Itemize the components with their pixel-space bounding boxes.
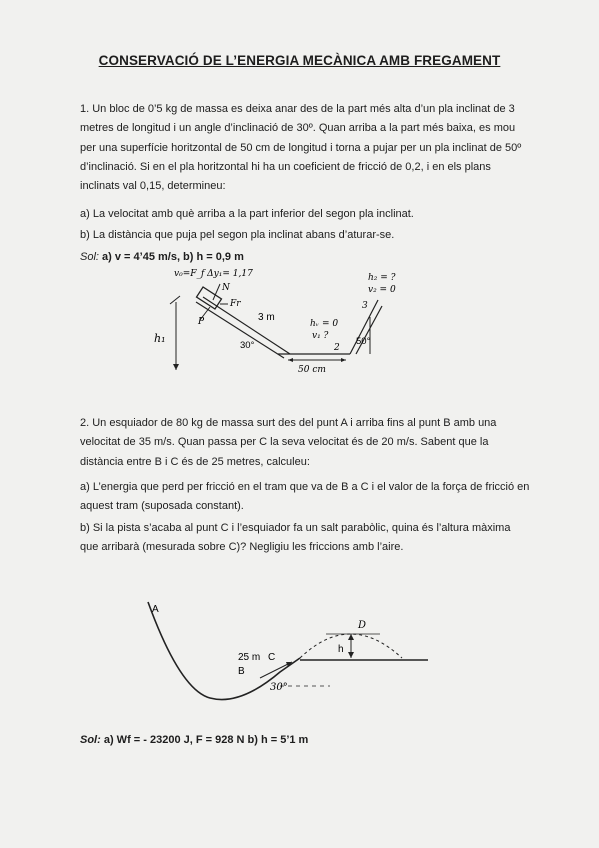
note-n: N: [222, 283, 230, 293]
height-label: h: [338, 644, 344, 655]
solution-value: a) Wf = - 23200 J, F = 928 N b) h = 5’1 m: [103, 734, 309, 746]
problem-2-diagram: [140, 590, 440, 710]
problem-2-statement: 2. Un esquiador de 80 kg de massa surt des del punt A i arriba fins al punt B amb una velocitat de 35 m/s. Quan passa per C la seva velocitat és de 20 m/s. Sabent que la distància entre B i C és de 25 metres, calculeu:: [80, 417, 497, 468]
mark-3: 3: [362, 301, 368, 311]
point-a-label: A: [152, 604, 159, 615]
page-title: CONSERVACIÓ DE L’ENERGIA MECÀNICA AMB FREGAMENT: [98, 53, 501, 68]
angle-50-label: 50°: [356, 336, 371, 347]
horizontal-length-label: 50 cm: [298, 365, 326, 375]
angle-label: 30°: [270, 682, 288, 693]
problem-1-diagram: [140, 262, 400, 382]
note-fr: Fr: [230, 299, 241, 309]
note-h2: h₂ = ?: [368, 273, 396, 283]
note-v: v₁ ?: [312, 331, 329, 341]
note-p: P: [198, 317, 205, 327]
angle-30-label: 30°: [240, 340, 255, 351]
mark-2: 2: [334, 343, 340, 353]
problem-2-question-a: a) L’energia que perd per fricció en el tram que va de B a C i el valor de la força de fricció en aquest tram (suposada constant).: [80, 481, 530, 513]
note-v2: v₂ = 0: [368, 285, 396, 295]
solution-label: Sol:: [80, 734, 101, 746]
solution-value: a) v = 4’45 m/s, b) h = 0,9 m: [102, 251, 244, 263]
h1-label: h₁: [154, 332, 166, 345]
distance-label: 25 m: [238, 652, 261, 663]
point-c-label: C: [268, 652, 276, 663]
problem-2-question-b: b) Si la pista s’acaba al punt C i l’esquiador fa un salt parabòlic, quina és l’altura màxima que arribarà (mesurada sobre C)? Negligiu les friccions amb l’aire.: [80, 522, 511, 554]
note-hv: hᵥ = 0: [310, 319, 339, 329]
point-b-label: B: [238, 666, 245, 677]
problem-1-question-b: b) La distància que puja pel segon pla inclinat abans d’aturar-se.: [80, 229, 395, 241]
point-d-label: D: [358, 620, 367, 631]
note-top: v₀=F_f Δy₁= 1,17: [174, 269, 253, 279]
length-label: 3 m: [258, 312, 275, 323]
problem-2-solution: [80, 734, 308, 746]
problem-1-question-a: a) La velocitat amb què arriba a la part inferior del segon pla inclinat.: [80, 208, 414, 220]
problem-1-statement: 1. Un bloc de 0’5 kg de massa es deixa anar des de la part més alta d’un pla inclinat de 3 metres de longitud i un angle d’inclinació de 30º. Quan arriba a la part més baixa, es mou per una superfície horitzontal de 50 cm de longitud i torna a pujar per un pla inclinat de 50º d’inclinació. Si en el pla horitzontal hi ha un coeficient de fricció de 0,2, i en els plans inclinats val 0,15, determineu:: [80, 103, 522, 193]
solution-label: Sol:: [80, 251, 99, 263]
